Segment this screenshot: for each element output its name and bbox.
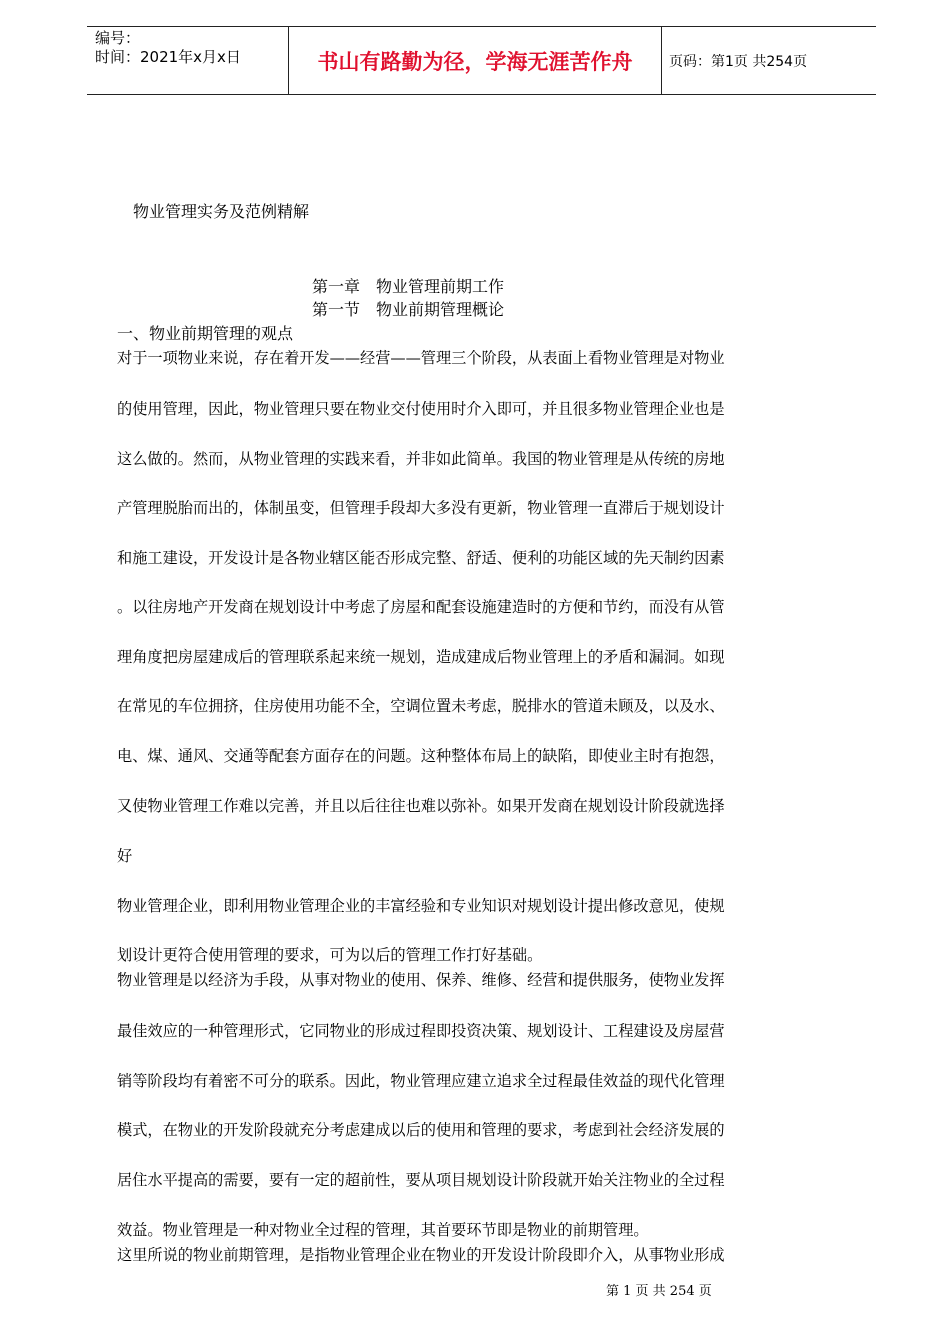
header-meta: [87, 27, 287, 94]
body-line: 又使物业管理工作难以完善，并且以后往往也难以弥补。如果开发商在规划设计阶段就选择: [117, 797, 725, 815]
body-line: 这里所说的物业前期管理，是指物业管理企业在物业的开发设计阶段即介入，从事物业形成: [117, 1246, 725, 1264]
body-line: 划设计更符合使用管理的要求，可为以后的管理工作打好基础。: [117, 946, 543, 964]
body-line: 对于一项物业来说，存在着开发——经营——管理三个阶段，从表面上看物业管理是对物业: [117, 349, 725, 367]
body-line: 产管理脱胎而出的，体制虽变，但管理手段却大多没有更新，物业管理一直滞后于规划设计: [117, 499, 725, 517]
body-line: 这么做的。然而，从物业管理的实践来看，并非如此简单。我国的物业管理是从传统的房地: [117, 450, 725, 468]
body-line: 在常见的车位拥挤，住房使用功能不全，空调位置未考虑，脱排水的管道未顾及，以及水、: [117, 697, 725, 715]
header-motto-cell: [288, 27, 662, 94]
body-line: 销等阶段均有着密不可分的联系。因此，物业管理应建立追求全过程最佳效益的现代化管理: [117, 1072, 725, 1090]
body-line: 物业管理是以经济为手段，从事对物业的使用、保养、维修、经营和提供服务，使物业发挥: [117, 971, 725, 989]
time-label: 时间：2021年x月x日: [95, 48, 241, 66]
motto: 书山有路勤为径，学海无涯苦作舟: [317, 49, 633, 74]
body-line: 电、煤、通风、交通等配套方面存在的问题。这种整体布局上的缺陷，即使业主时有抱怨，: [117, 747, 725, 765]
number-label: 编号：: [95, 29, 141, 47]
body-line: 理角度把房屋建成后的管理联系起来统一规划，造成建成后物业管理上的矛盾和漏洞。如现: [117, 648, 725, 666]
page-header: [87, 26, 876, 95]
document-title: 物业管理实务及范例精解: [133, 202, 310, 221]
body-line: 模式，在物业的开发阶段就充分考虑建成以后的使用和管理的要求，考虑到社会经济发展的: [117, 1121, 725, 1139]
page-label: 页码：第1页 共254页: [669, 53, 808, 70]
body-line: 的使用管理，因此，物业管理只要在物业交付使用时介入即可，并且很多物业管理企业也是: [117, 400, 725, 418]
page-footer: 第 1 页 共 254 页: [606, 1284, 712, 1299]
body-line: 和施工建设，开发设计是各物业辖区能否形成完整、舒适、便利的功能区域的先天制约因素: [117, 549, 725, 567]
body-line: 居住水平提高的需要，要有一定的超前性，要从项目规划设计阶段就开始关注物业的全过程: [117, 1171, 725, 1189]
subheading: 一、物业前期管理的观点: [117, 324, 294, 343]
section-heading: 第一节 物业前期管理概论: [312, 300, 505, 319]
body-line: 效益。物业管理是一种对物业全过程的管理，其首要环节即是物业的前期管理。: [117, 1221, 649, 1239]
header-page-cell: [669, 27, 876, 94]
body-line: 。以往房地产开发商在规划设计中考虑了房屋和配套设施建造时的方便和节约，而没有从管: [117, 598, 725, 616]
body-line: 物业管理企业，即利用物业管理企业的丰富经验和专业知识对规划设计提出修改意见，使规: [117, 897, 725, 915]
chapter-heading: 第一章 物业管理前期工作: [312, 277, 505, 296]
body-line: 最佳效应的一种管理形式，它同物业的形成过程即投资决策、规划设计、工程建设及房屋营: [117, 1022, 725, 1040]
body-line: 好: [117, 847, 133, 865]
